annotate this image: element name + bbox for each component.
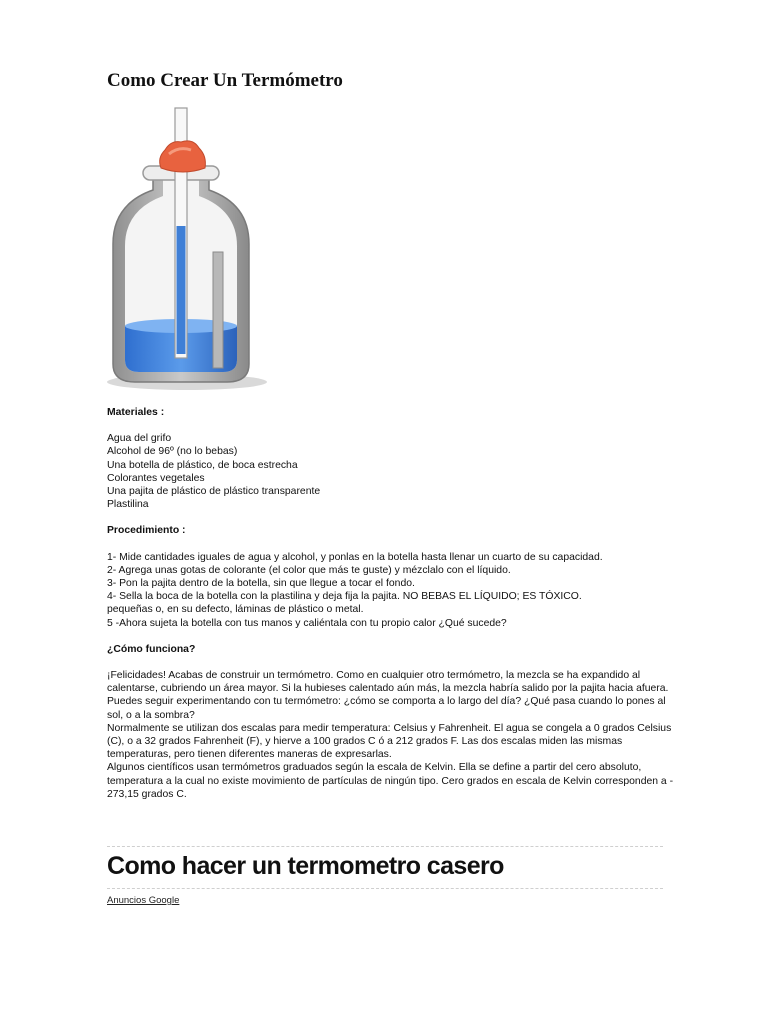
material-item: Plastilina — [107, 499, 149, 511]
how-line: 273,15 grados C. — [107, 788, 187, 800]
how-line: ¡Felicidades! Acabas de construir un termómetro. Como en cualquier otro termómetro, la mezcla se ha expandido al — [107, 670, 641, 682]
material-item: Alcohol de 96º (no lo bebas) — [107, 446, 238, 458]
divider — [107, 888, 663, 889]
article-body — [107, 406, 674, 801]
how-line: sol, o a la sombra? — [107, 709, 195, 721]
procedure-step: 3- Pon la pajita dentro de la botella, sin que llegue a tocar el fondo. — [107, 578, 415, 590]
material-item: Colorantes vegetales — [107, 472, 205, 484]
procedure-heading: Procedimiento : — [107, 525, 186, 537]
ads-link[interactable]: Anuncios Google — [107, 895, 180, 906]
material-item: Una botella de plástico, de boca estrecha — [107, 459, 298, 471]
procedure-step: pequeñas o, en su defecto, láminas de plástico o metal. — [107, 604, 364, 616]
procedure-step: 2- Agrega unas gotas de colorante (el color que más te guste) y mézclalo con el líquido. — [107, 564, 511, 576]
how-line: Normalmente se utilizan dos escalas para medir temperatura: Celsius y Fahrenheit. El agua se congela a 0 grados Celsius — [107, 722, 672, 734]
material-item: Una pajita de plástico de plástico transparente — [107, 486, 321, 498]
how-line: Puedes seguir experimentando con tu termómetro: ¿cómo se comporta a lo largo del día? ¿Qué pasa cuando lo pones al — [107, 696, 666, 708]
divider — [107, 846, 663, 847]
how-line: temperaturas, pero tienen diferentes maneras de expresarlas. — [107, 749, 392, 761]
how-heading: ¿Cómo funciona? — [107, 643, 196, 655]
procedure-step: 1- Mide cantidades iguales de agua y alcohol, y ponlas en la botella hasta llenar un cuarto de su capacidad. — [107, 551, 603, 563]
how-line: calentarse, cubriendo un área mayor. Si la hubieses calentado aún más, la mezcla habría salido por la pajita hacia afuera. — [107, 683, 669, 695]
how-line: Algunos científicos usan termómetros graduados según la escala de Kelvin. Ella se define a partir del cero absoluto, — [107, 762, 642, 774]
materials-heading: Materiales : — [107, 407, 165, 418]
thermometer-illustration — [105, 106, 275, 396]
how-line: temperatura a la cual no existe movimiento de partículas de ningún tipo. Cero grados en escala de Kelvin corresponden a - — [107, 775, 674, 787]
how-line: (C), o a 32 grados Fahrenheit (F), y hierve a 100 grados C ó a 212 grados F. Las dos escalas miden las mismas — [107, 736, 623, 748]
footer-heading: Como hacer un termometro casero — [107, 852, 504, 880]
procedure-step: 4- Sella la boca de la botella con la plastilina y deja fija la pajita. NO BEBAS EL LÍQUIDO; ES TÓXICO. — [107, 591, 582, 603]
procedure-step: 5 -Ahora sujeta la botella con tus manos y caliéntala con tu propio calor ¿Qué sucede? — [107, 617, 507, 629]
material-item: Agua del grifo — [107, 433, 172, 445]
page-title: Como Crear Un Termómetro — [107, 70, 343, 91]
